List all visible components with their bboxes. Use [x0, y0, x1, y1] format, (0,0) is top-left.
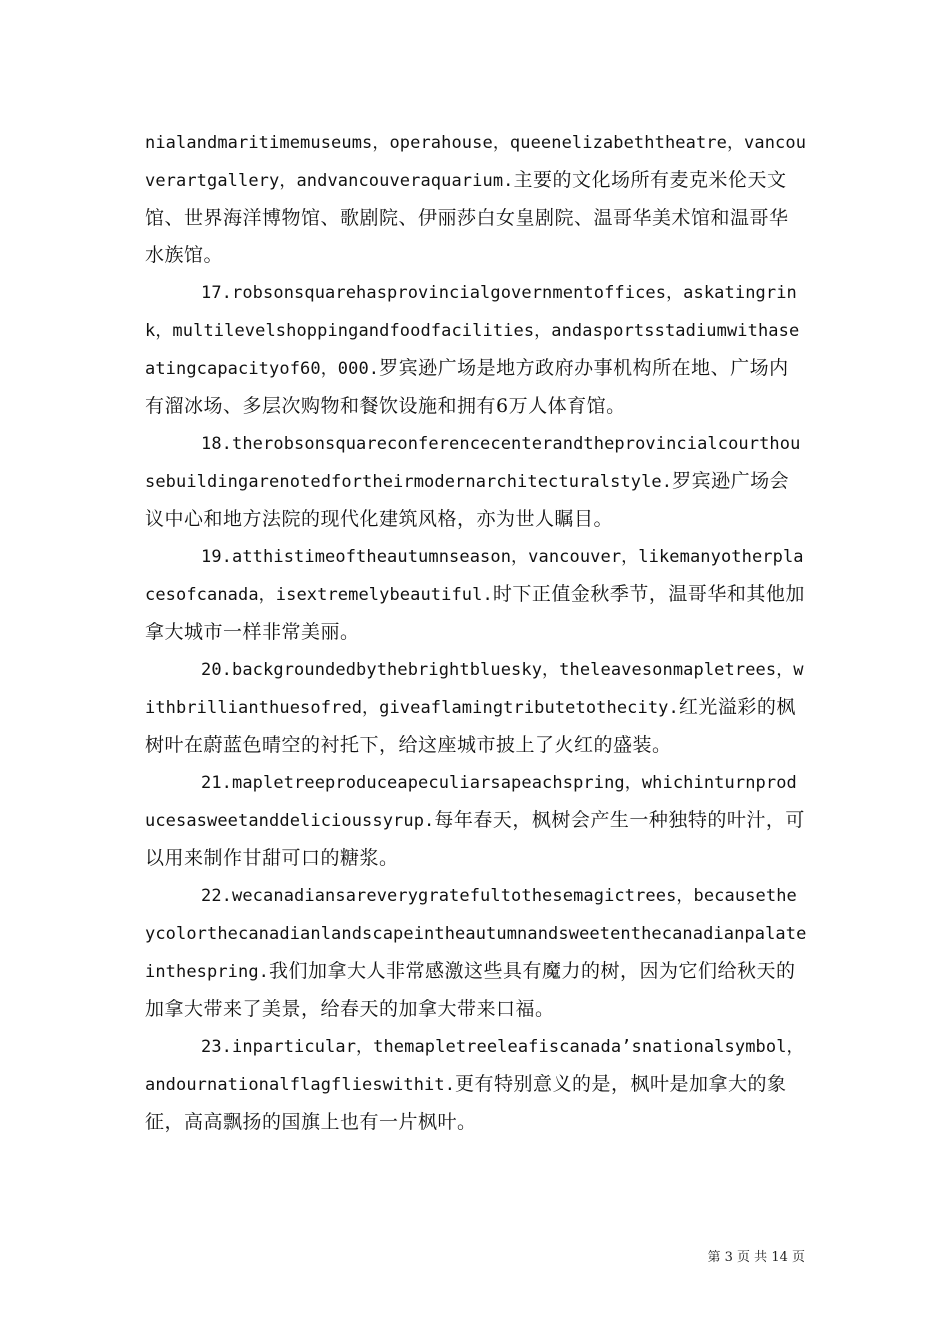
paragraph-number: 22.: [201, 886, 233, 906]
paragraph-chinese: 罗宾逊广场会议中心和地方法院的现代化建筑风格，亦为世人瞩目。: [145, 470, 790, 530]
paragraph-chinese: 更有特别意义的是，枫叶是加拿大的象征，高高飘扬的国旗上也有一片枫叶。: [145, 1073, 787, 1133]
paragraph-chinese: 我们加拿大人非常感激这些具有魔力的树，因为它们给秋天的加拿大带来了美景，给春天的加拿大带来口福。: [145, 960, 796, 1020]
paragraph-21: [145, 764, 807, 877]
document-body: [145, 124, 807, 1141]
paragraph-17: [145, 274, 807, 425]
paragraph-english: therobsonsquareconferencecenterandtheprovincialcourthousebuildingarenotedfortheirmodernarchitecturalstyle.: [145, 434, 801, 492]
paragraph-english: inparticular，themapletreeleafiscanada’snationalsymbol，andournationalflagflieswithit.: [145, 1037, 804, 1095]
paragraph-chinese: 红光溢彩的枫树叶在蔚蓝色晴空的衬托下，给这座城市披上了火红的盛装。: [145, 696, 796, 756]
paragraph-english: robsonsquarehasprovincialgovernmentoffices，askatingrink，multilevelshoppingandfoodfacilities，andasportsstadiumwithaseatingcapacityof60，000.: [145, 283, 800, 379]
paragraph-chinese: 主要的文化场所有麦克米伦天文馆、世界海洋博物馆、歌剧院、伊丽莎白女皇剧院、温哥华美术馆和温哥华水族馆。: [145, 169, 789, 266]
paragraph-english: wecanadiansareverygratefultothesemagictrees，becausetheycolorthecanadianlandscapeintheautumnandsweetenthecanadianpalateinthespring.: [145, 886, 807, 982]
paragraph-chinese: 时下正值金秋季节，温哥华和其他加拿大城市一样非常美丽。: [145, 583, 805, 643]
paragraph-23: [145, 1028, 807, 1141]
paragraph-english: atthistimeoftheautumnseason，vancouver，likemanyotherplacesofcanada，isextremelybeautiful.: [145, 547, 804, 605]
paragraph-number: 20.: [201, 660, 233, 680]
paragraph-chinese: 每年春天，枫树会产生一种独特的叶汁，可以用来制作甘甜可口的糖浆。: [145, 809, 805, 869]
paragraph-number: 23.: [201, 1037, 233, 1057]
paragraph-16-continuation: [145, 124, 807, 274]
paragraph-number: 18.: [201, 434, 233, 454]
paragraph-20: [145, 651, 807, 764]
paragraph-22: [145, 877, 807, 1028]
paragraph-number: 19.: [201, 547, 233, 567]
paragraph-english: backgroundedbythebrightbluesky，theleavesonmapletrees，withbrillianthuesofred，giveaflamingtributetothecity.: [145, 660, 804, 718]
page-number-footer: 第 3 页 共 14 页: [707, 1250, 805, 1265]
paragraph-18: [145, 425, 807, 538]
paragraph-number: 17.: [201, 283, 233, 303]
paragraph-english: mapletreeproduceapeculiarsapeachspring，whichinturnproducesasweetanddelicioussyrup.: [145, 773, 797, 831]
paragraph-19: [145, 538, 807, 651]
paragraph-chinese: 罗宾逊广场是地方政府办事机构所在地、广场内有溜冰场、多层次购物和餐饮设施和拥有6万人体育馆。: [145, 357, 789, 417]
paragraph-english: nialandmaritimemuseums，operahouse，queenelizabeththeatre，vancouverartgallery，andvancouveraquarium.: [145, 133, 807, 191]
paragraph-number: 21.: [201, 773, 233, 793]
